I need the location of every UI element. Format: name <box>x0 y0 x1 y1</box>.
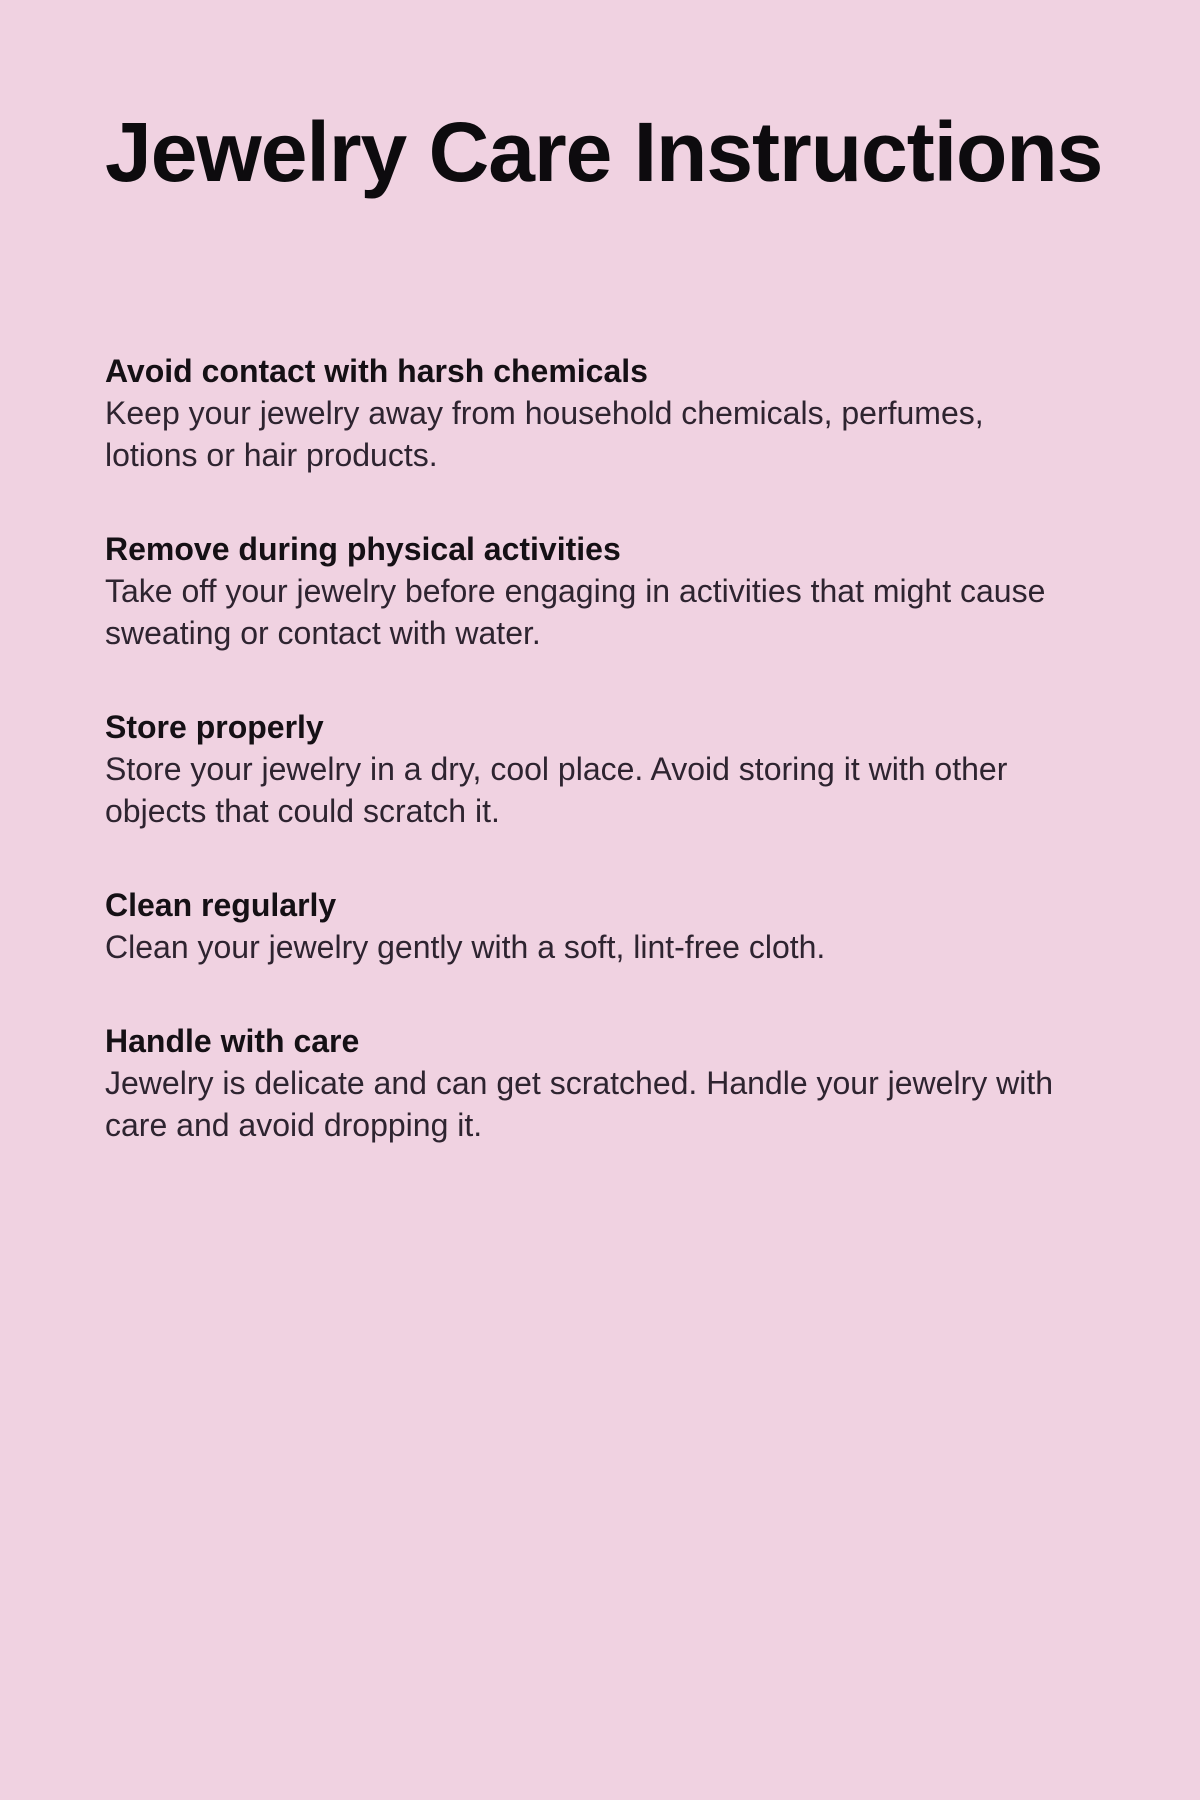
care-section <box>105 884 1065 968</box>
section-body: Store your jewelry in a dry, cool place. Avoid storing it with other objects that could scratch it. <box>105 751 1008 829</box>
section-body: Jewelry is delicate and can get scratched. Handle your jewelry with care and avoid dropping it. <box>105 1065 1054 1143</box>
care-section <box>105 706 1065 832</box>
section-body: Take off your jewelry before engaging in activities that might cause sweating or contact with water. <box>105 573 1046 651</box>
care-section <box>105 528 1065 654</box>
care-section <box>105 350 1065 476</box>
section-heading: Remove during physical activities <box>105 531 621 567</box>
care-section <box>105 1020 1065 1146</box>
section-heading: Avoid contact with harsh chemicals <box>105 353 648 389</box>
section-body: Keep your jewelry away from household chemicals, perfumes, lotions or hair products. <box>105 395 984 473</box>
section-heading: Clean regularly <box>105 887 337 923</box>
section-body: Clean your jewelry gently with a soft, lint-free cloth. <box>105 929 826 965</box>
care-sections-list <box>105 350 1105 1146</box>
section-heading: Handle with care <box>105 1023 360 1059</box>
section-heading: Store properly <box>105 709 324 745</box>
page-title: Jewelry Care Instructions <box>105 105 1103 199</box>
